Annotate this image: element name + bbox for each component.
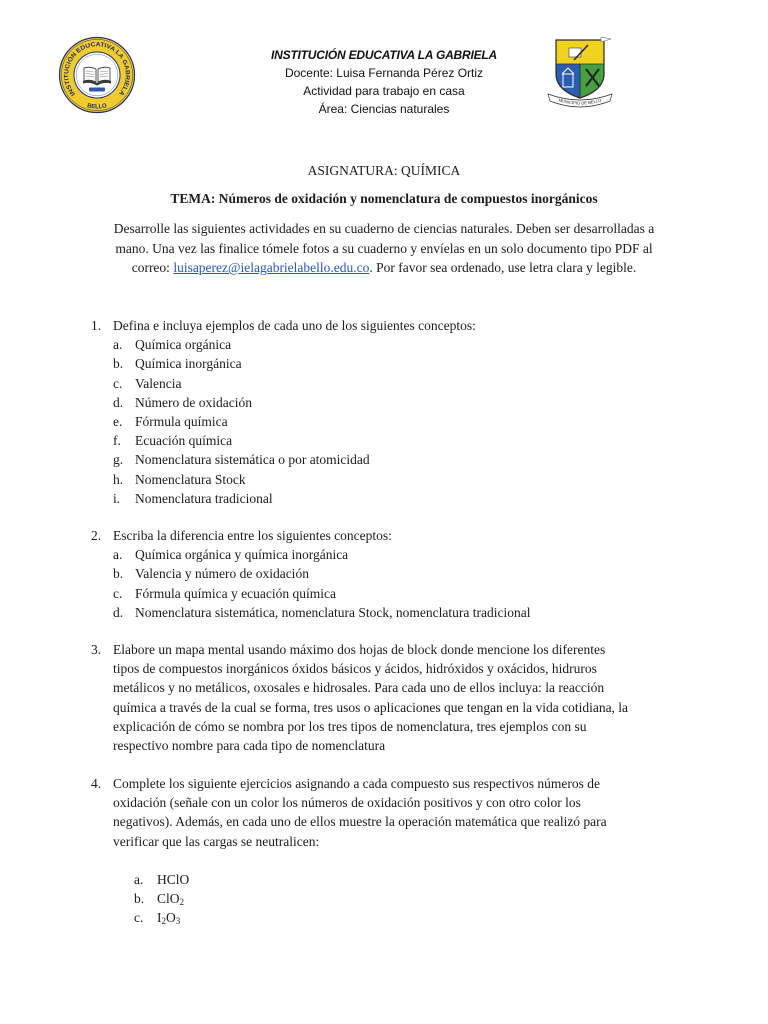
item-letter: f. bbox=[113, 433, 121, 449]
list-item bbox=[91, 584, 530, 603]
formula-list bbox=[91, 870, 189, 928]
instructions-line bbox=[0, 258, 768, 278]
question-statement bbox=[91, 640, 628, 659]
subject-title: ASIGNATURA: QUÍMICA bbox=[307, 163, 461, 178]
item-letter: b. bbox=[113, 566, 124, 582]
question-text-line: respectivo nombre para cada tipo de nomenclatura bbox=[113, 738, 386, 754]
item-text: Fórmula química y ecuación química bbox=[135, 585, 336, 601]
item-text: Número de oxidación bbox=[135, 394, 252, 410]
flag-icon bbox=[601, 37, 611, 42]
question-number: 2. bbox=[91, 528, 102, 543]
email-link[interactable]: luisaperez@ielagabrielabello.edu.co bbox=[173, 260, 370, 275]
question-3 bbox=[91, 640, 628, 755]
item-text: Valencia y número de oxidación bbox=[135, 566, 309, 582]
chemical-formula: ClO$_2$ bbox=[157, 891, 185, 908]
list-item bbox=[91, 564, 530, 583]
question-number: 1. bbox=[91, 318, 102, 333]
municipality-shield-logo bbox=[546, 36, 614, 108]
item-letter: a. bbox=[113, 337, 123, 353]
item-letter: i. bbox=[113, 490, 121, 506]
question-text: Elabore un mapa mental usando máximo dos hojas de block donde mencione los diferentes bbox=[113, 642, 606, 657]
list-item bbox=[91, 354, 476, 373]
question-text-line: tipos de compuestos inorgánicos óxidos básicos y ácidos, hidróxidos y oxácidos, hidruros bbox=[113, 661, 597, 677]
list-item bbox=[91, 450, 476, 469]
item-text: Nomenclatura tradicional bbox=[135, 490, 273, 506]
item-letter: a. bbox=[134, 872, 144, 887]
question-text: Complete los siguiente ejercicios asignando a cada compuesto sus respectivos números de bbox=[113, 776, 600, 791]
instructions-line: Desarrolle las siguientes actividades en su cuaderno de ciencias naturales. Deben ser desarrolladas a bbox=[113, 221, 655, 236]
item-letter: c. bbox=[134, 910, 144, 926]
email-prefix: correo: bbox=[131, 260, 174, 275]
list-item bbox=[91, 545, 530, 564]
formula-item bbox=[91, 908, 189, 927]
list-item bbox=[91, 335, 476, 354]
seal-bottom-text: BELLO bbox=[86, 103, 108, 111]
question-statement bbox=[91, 774, 607, 793]
item-text: Fórmula química bbox=[135, 414, 228, 430]
instructions-line: mano. Una vez las finalice tómele fotos a su cuaderno y envíelas en un solo documento tipo PDF al bbox=[115, 240, 653, 256]
area-label: Área: Ciencias naturales bbox=[318, 102, 450, 116]
question-2 bbox=[91, 526, 530, 622]
question-1 bbox=[91, 316, 476, 508]
question-statement bbox=[91, 316, 476, 335]
question-4 bbox=[91, 774, 607, 851]
item-text: Química orgánica bbox=[135, 337, 232, 353]
item-letter: g. bbox=[113, 452, 124, 468]
formula-item bbox=[91, 889, 189, 908]
item-letter: b. bbox=[113, 356, 124, 372]
question-number: 4. bbox=[91, 776, 102, 791]
topic-title: TEMA: Números de oxidación y nomenclatura de compuestos inorgánicos bbox=[170, 191, 598, 206]
institution-name: INSTITUCIÓN EDUCATIVA LA GABRIELA bbox=[270, 48, 498, 62]
item-letter: h. bbox=[113, 471, 124, 487]
list-item bbox=[91, 489, 476, 508]
item-letter: d. bbox=[113, 394, 124, 410]
item-text: Química orgánica y química inorgánica bbox=[135, 547, 349, 563]
question-text-line: metálicos y no metálicos, oxosales e hidrosales. Para cada uno de ellos incluya: la reacción bbox=[113, 680, 605, 696]
list-item bbox=[91, 393, 476, 412]
question-text-line: química a través de la cual se forma, tres usos o aplicaciones que tengan en la vida cotidiana, la bbox=[113, 699, 629, 715]
question-statement bbox=[91, 526, 530, 545]
item-text: Nomenclatura Stock bbox=[135, 471, 246, 487]
chemical-formula: $I_2O_3$ bbox=[157, 910, 181, 927]
seal-ring-text: INSTITUCIÓN EDUCATIVA LA GABRIELA bbox=[63, 41, 131, 98]
item-letter: d. bbox=[113, 604, 124, 620]
list-item bbox=[91, 470, 476, 489]
list-item bbox=[91, 431, 476, 450]
question-text-line: verificar que las cargas se neutralicen: bbox=[113, 833, 320, 849]
instructions-closing: . Por favor sea ordenado, use letra clara y legible. bbox=[369, 260, 637, 275]
question-text: Escriba la diferencia entre los siguientes conceptos: bbox=[113, 528, 392, 543]
ribbon-text: MUNICIPIO DE BELLO bbox=[558, 97, 602, 106]
item-text: Valencia bbox=[135, 375, 182, 391]
item-letter: c. bbox=[113, 585, 123, 601]
item-letter: e. bbox=[113, 414, 123, 430]
formula-item bbox=[91, 870, 189, 889]
question-number: 3. bbox=[91, 642, 102, 657]
item-letter: b. bbox=[134, 891, 145, 907]
item-letter: a. bbox=[113, 547, 123, 563]
question-text-line: explicación de cómo se nombra por los tres tipos de nomenclatura, tres ejemplos con su bbox=[113, 718, 587, 734]
chemical-formula: HClO bbox=[157, 872, 190, 887]
list-item bbox=[91, 412, 476, 431]
item-letter: c. bbox=[113, 375, 123, 391]
list-item bbox=[91, 374, 476, 393]
item-text: Nomenclatura sistemática o por atomicidad bbox=[135, 452, 370, 468]
question-text-line: negativos). Además, en cada uno de ellos muestre la operación matemática que realizó para bbox=[113, 814, 607, 830]
teacher-name: Docente: Luisa Fernanda Pérez Ortiz bbox=[284, 66, 484, 80]
header-text bbox=[0, 46, 768, 118]
activity-label: Actividad para trabajo en casa bbox=[303, 84, 465, 98]
instructions-paragraph bbox=[0, 219, 768, 278]
item-text: Química inorgánica bbox=[135, 356, 242, 372]
list-item bbox=[91, 603, 530, 622]
question-text-line: oxidación (señale con un color los números de oxidación positivos y con otro color los bbox=[113, 795, 581, 811]
question-text: Defina e incluya ejemplos de cada uno de los siguientes conceptos: bbox=[113, 318, 476, 333]
item-text: Ecuación química bbox=[135, 433, 233, 449]
item-text: Nomenclatura sistemática, nomenclatura Stock, nomenclatura tradicional bbox=[135, 604, 531, 620]
